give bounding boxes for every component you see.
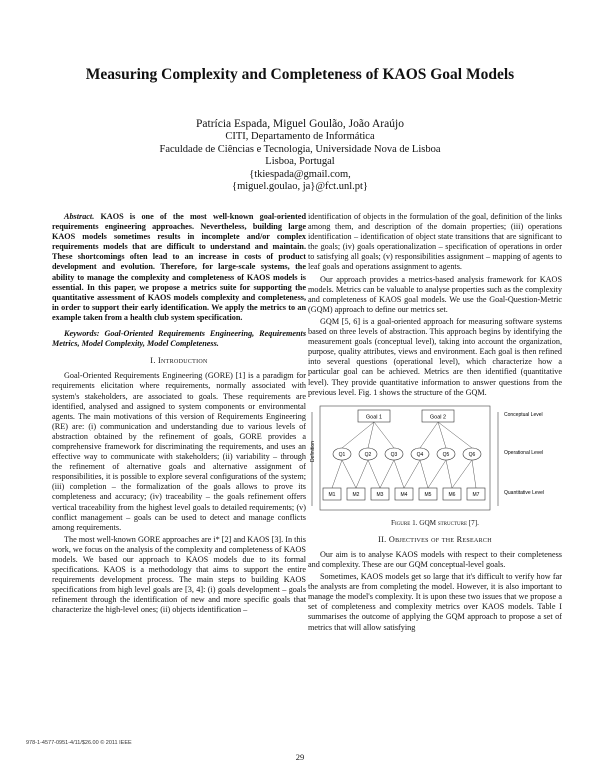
definition-label: Definition [310, 440, 316, 462]
page-number: 29 [295, 752, 305, 762]
operational-level-text: Operational Level [504, 449, 544, 456]
goal-question-link [374, 422, 394, 448]
conceptual-level-text: Conceptual Level [504, 411, 543, 418]
goal-2-label: Goal 2 [429, 414, 447, 421]
right-column [308, 212, 562, 635]
question-nodes [333, 448, 481, 460]
affiliation-faculty: Faculdade de Ciências e Tecnologia, Universidade Nova de Lisboa [159, 143, 441, 155]
question-metric-link [472, 460, 476, 488]
intro-paragraph-2: The most well-known GORE approaches are i* [2] and KAOS [3]. In this work, we focus on the analysis of the complexity and completeness of KAOS models. We based our approach to KAOS models due to its formal specifications. KAOS is a methodology that aims to support the entire requirements development process. The main steps to building KAOS specifications from high level goals are [3, 4]: (i) goals development – goals refinement through the identification of new and more specific goals that characterize the high-level ones; (ii) objects identification – [52, 534, 306, 615]
metric-label: M6 [448, 491, 456, 498]
metric-label: M1 [328, 491, 336, 498]
question-label: Q1 [338, 451, 346, 458]
question-metric-link [446, 460, 452, 488]
author-email-2: {miguel.goulao, ja}@fct.unl.pt} [232, 181, 368, 193]
affiliation-department: CITI, Departamento de Informática [225, 131, 375, 143]
goal-question-link [420, 422, 438, 448]
question-metric-link [452, 460, 472, 488]
keywords [52, 329, 306, 349]
author-email-1: {tkiespada@gmail.com, [249, 168, 351, 180]
affiliation-city: Lisboa, Portugal [265, 156, 335, 168]
author-block [0, 118, 600, 193]
question-label: Q4 [416, 451, 424, 458]
intro-paragraph-1: Goal-Oriented Requirements Engineering (GORE) [1] is a paradigm for requirements elicitation where requirements, normally associated with system's stakeholders, are associated to goals. These requirements are identified, analysed and assigned to system components or environmental agents. The main motivations of this version of Requirements Engineering (RE) are: (i) communication and understanding due to various levels of abstraction obtained by the refinement of goals, GORE provides a comprehensive framework for discriminating the requirements, and uses an effective way to communicate with stakeholders; (ii) variability – through the refinement of alternative goals and alternative assignment of responsibilities, it is possible to explore several configurations of the system; (iii) completion – the formalization of the goals allows to prove its completeness and accuracy; (iv) traceability – the goals refinement offers vertical traceability from the highest level goals to detailed requirements; (v) conflict management – goals can be used to detect and manage conflicts among requirements. [52, 371, 306, 532]
question-metric-links [332, 460, 476, 488]
question-label: Q2 [364, 451, 372, 458]
metric-label: M2 [352, 491, 360, 498]
goal-question-links [342, 422, 472, 448]
right-paragraph-1: identification of objects in the formulation of the goal, definition of the links among them, and description of the domain properties; (iii) operations identification – identification of object state transitions that are significant to the goals; (iv) goals operationalization – specification of operations in order to satisfying all goals; (v) responsibilities assignment – mapping of agents to leaf goals and operations assignment to agents. [308, 212, 562, 272]
goal-question-link [342, 422, 374, 448]
paper-title: Measuring Complexity and Completeness of KAOS Goal Models [85, 66, 515, 83]
quantitative-level-label [504, 490, 544, 496]
question-label: Q3 [390, 451, 398, 458]
copyright-footer: 978-1-4577-0951-4/11/$26.00 © 2011 IEEE [26, 740, 132, 746]
metric-nodes [323, 488, 485, 500]
objectives-paragraph-1: Our aim is to analyse KAOS models with respect to their completeness and complexity. These are our GQM conceptual-level goals. [308, 549, 562, 569]
operational-level-label [504, 450, 543, 456]
metric-label: M5 [424, 491, 432, 498]
conceptual-level-label [504, 412, 543, 418]
goal-question-link [438, 422, 472, 448]
question-metric-link [332, 460, 342, 488]
figure-caption: Figure 1. GQM structure [7]. [391, 518, 479, 527]
question-label: Q6 [468, 451, 476, 458]
question-metric-link [342, 460, 356, 488]
left-column [52, 212, 306, 618]
abstract-label: Abstract. [64, 212, 95, 221]
goal-question-link [438, 422, 446, 448]
quantitative-level-text: Quantitative Level [504, 489, 545, 496]
question-metric-link [368, 460, 380, 488]
metric-label: M7 [472, 491, 480, 498]
metric-label: M3 [376, 491, 384, 498]
goal-1-label: Goal 1 [365, 414, 383, 421]
keywords-text: Goal-Oriented Requirements Engineering, Requirements Metrics, Model Complexity, Model Completeness. [52, 329, 307, 349]
question-metric-link [356, 460, 368, 488]
abstract-text: KAOS is one of the most well-known goal-oriented requirements engineering approaches. Nevertheless, building large KAOS models sometimes results in incomplete and/or complex requirements models that are difficult to understand and maintain. These shortcomings often lead to an increase in costs of product development and evolution. Therefore, for large-scale systems, the ability to manage the complexity and completeness of KAOS models is essential. In this paper, we propose a metrics suite for supporting the quantitative assessment of KAOS models complexity and completeness, in order to support their early identification. We apply the metrics to an example taken from a health club system specification. [52, 212, 306, 322]
question-metric-link [428, 460, 446, 488]
metric-label: M4 [400, 491, 408, 498]
gqm-diagram [308, 404, 562, 516]
question-metric-link [420, 460, 428, 488]
keywords-label: Keywords: [64, 329, 100, 339]
question-metric-link [380, 460, 394, 488]
section-heading-introduction: I. Introduction [150, 356, 208, 366]
author-names: Patrícia Espada, Miguel Goulão, João Araújo [196, 118, 404, 130]
question-metric-link [404, 460, 420, 488]
question-metric-link [394, 460, 404, 488]
abstract [52, 212, 306, 323]
objectives-paragraph-2: Sometimes, KAOS models get so large that it's difficult to verify how far the analysts are from completing the model. However, it is also important to manage the model's complexity. It is upon these two issues that we propose a set of completeness and complexity metrics over KAOS models. Table I summarises the outcome of applying the GQM approach to propose a set of metrics that will allow satisfying [308, 572, 562, 632]
question-label: Q5 [442, 451, 450, 458]
right-paragraph-3: GQM [5, 6] is a goal-oriented approach for measuring software systems based on three levels of abstraction. This approach begins by identifying the measurement goals (conceptual level), taking into account the organization, purpose, quality attributes, views and environment. Each goal is then refined into several questions (operational level), which characterize how a particular goal can be achieved. Metrics are then identified (quantitative level). They provide quantitative information to answer questions from the previous level. Fig. 1 shows the structure of the GQM. [308, 316, 562, 397]
section-heading-objectives: II. Objectives of the Research [378, 534, 492, 544]
right-paragraph-2: Our approach provides a metrics-based analysis framework for KAOS models. Metrics can be valuable to analyse properties such as the complexity and completeness of KAOS goal models. We use the Goal-Question-Metric (GQM) approach to define our metrics set. [308, 274, 562, 314]
gqm-figure [308, 404, 562, 516]
